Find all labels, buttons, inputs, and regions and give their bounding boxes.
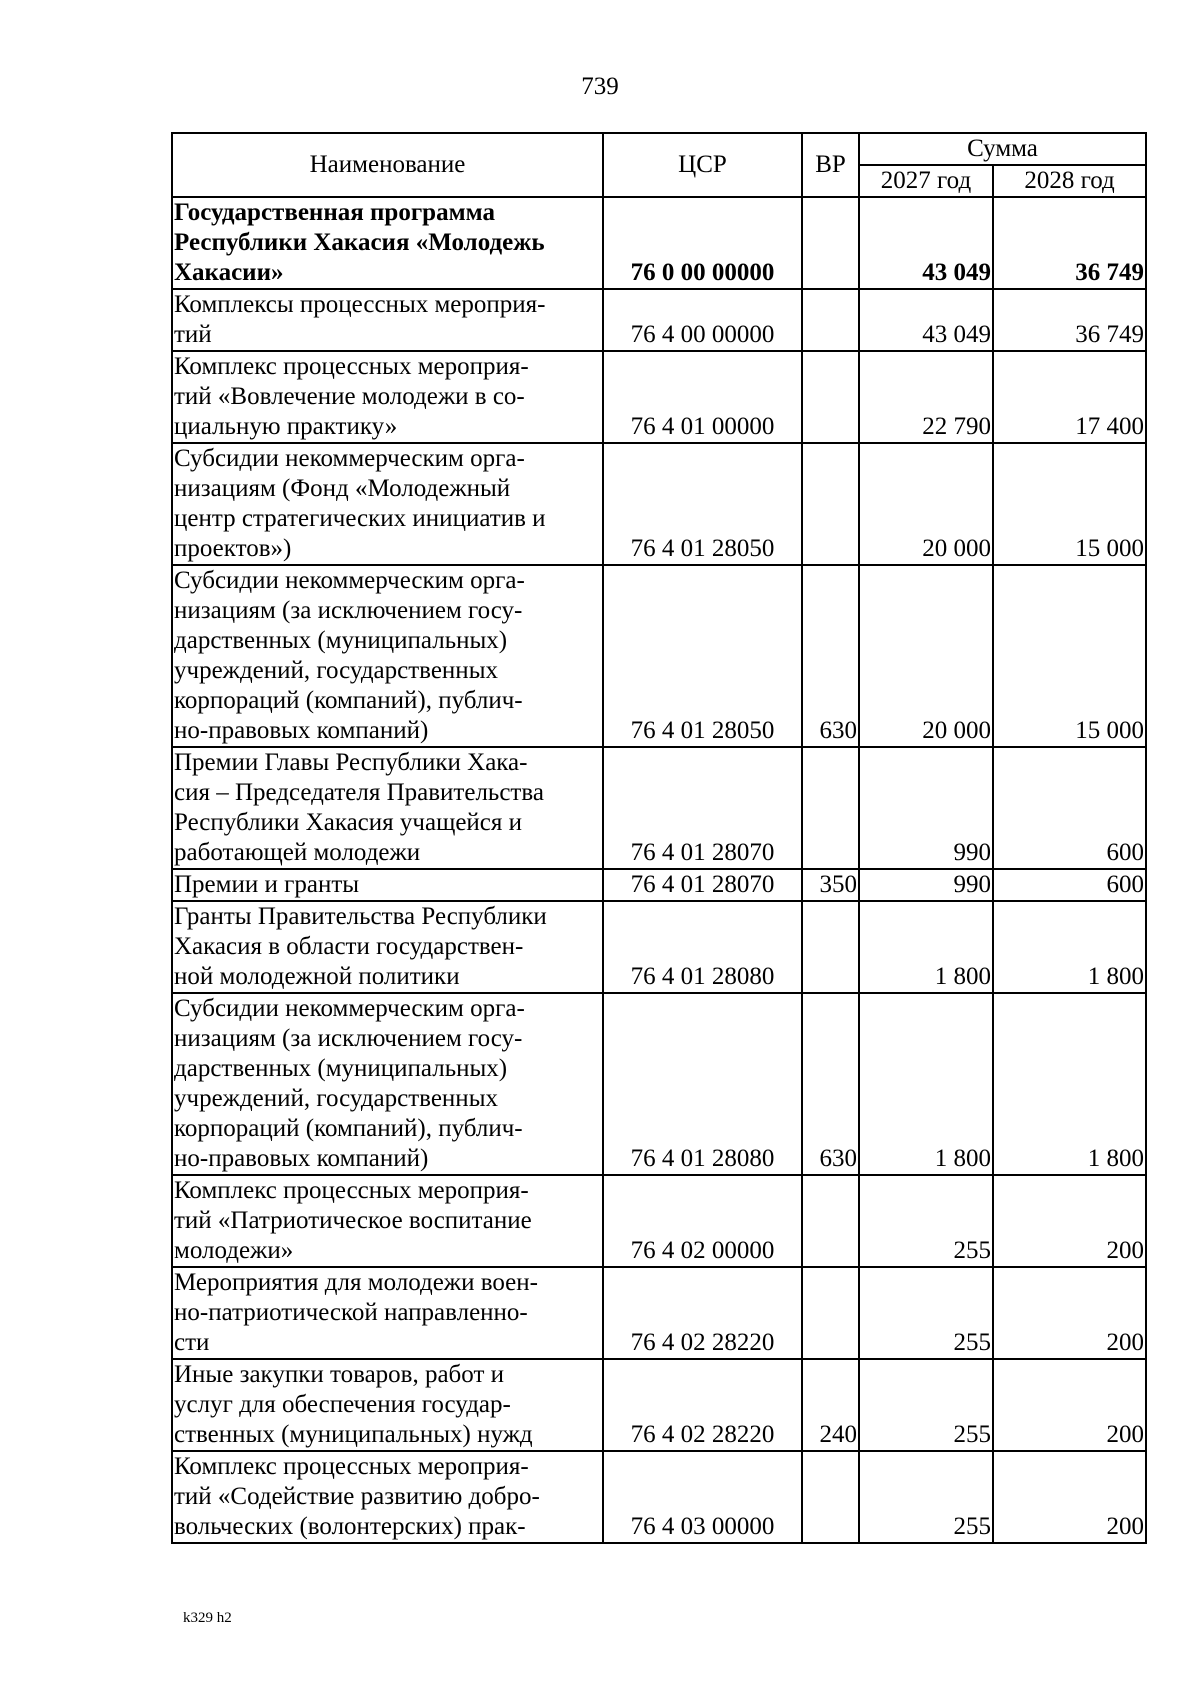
row-sum-2028: 600 [993, 869, 1146, 901]
table-row [172, 197, 1146, 289]
row-name [172, 1175, 603, 1267]
row-name-line: Мероприятия для молодежи воен- [174, 1269, 538, 1296]
row-vr [802, 443, 859, 565]
row-vr [802, 1175, 859, 1267]
header-year-2027: 2027 год [859, 165, 993, 197]
row-name-line: тий [174, 321, 212, 348]
table-body [172, 197, 1146, 1543]
row-name-line: ной молодежной политики [174, 963, 460, 990]
table-row [172, 901, 1146, 993]
table-row [172, 993, 1146, 1175]
header-sum: Сумма [859, 133, 1146, 165]
row-sum-2027: 255 [859, 1267, 993, 1359]
header-csr: ЦСР [603, 133, 802, 197]
footer-code: k329 h2 [183, 1610, 232, 1626]
row-csr: 76 4 01 28050 [603, 443, 802, 565]
row-name-line: циальную практику» [174, 413, 398, 440]
row-sum-2028: 15 000 [993, 443, 1146, 565]
row-sum-2028: 200 [993, 1451, 1146, 1543]
row-name-line: Комплексы процессных мероприя- [174, 291, 546, 318]
row-name-line: тий «Вовлечение молодежи в со- [174, 383, 525, 410]
row-vr: 630 [802, 565, 859, 747]
row-sum-2027: 20 000 [859, 443, 993, 565]
table-row [172, 443, 1146, 565]
row-vr [802, 289, 859, 351]
row-csr: 76 4 01 28070 [603, 869, 802, 901]
row-name [172, 351, 603, 443]
row-name-line: но-правовых компаний) [174, 717, 429, 744]
row-csr: 76 4 02 00000 [603, 1175, 802, 1267]
row-name-line: тий «Патриотическое воспитание [174, 1207, 532, 1234]
row-name-line: проектов») [174, 535, 292, 562]
row-name-line: сия – Председателя Правительства [174, 779, 544, 806]
row-name-line: вольческих (волонтерских) прак- [174, 1513, 526, 1540]
row-name [172, 993, 603, 1175]
row-name [172, 1267, 603, 1359]
row-sum-2028: 200 [993, 1267, 1146, 1359]
row-name-line: учреждений, государственных [174, 657, 498, 684]
row-name-line: услуг для обеспечения государ- [174, 1391, 511, 1418]
row-csr: 76 4 01 28080 [603, 901, 802, 993]
row-sum-2027: 255 [859, 1359, 993, 1451]
row-vr [802, 747, 859, 869]
row-name-line: Иные закупки товаров, работ и [174, 1361, 505, 1388]
row-name-line: Республики Хакасия учащейся и [174, 809, 523, 836]
row-vr [802, 1451, 859, 1543]
row-sum-2027: 20 000 [859, 565, 993, 747]
row-sum-2028: 1 800 [993, 993, 1146, 1175]
row-vr [802, 901, 859, 993]
row-csr: 76 4 01 28070 [603, 747, 802, 869]
row-name-line: учреждений, государственных [174, 1085, 498, 1112]
table-row [172, 747, 1146, 869]
row-name-line: низациям (за исключением госу- [174, 1025, 523, 1052]
row-name-line: сти [174, 1329, 210, 1356]
row-csr: 76 4 01 28050 [603, 565, 802, 747]
page-number: 739 [581, 73, 619, 100]
row-sum-2027: 43 049 [859, 197, 993, 289]
row-name [172, 443, 603, 565]
row-name [172, 747, 603, 869]
row-name-line: работающей молодежи [174, 839, 421, 866]
row-vr [802, 351, 859, 443]
row-sum-2027: 990 [859, 869, 993, 901]
row-csr: 76 4 01 00000 [603, 351, 802, 443]
table-row [172, 351, 1146, 443]
row-name [172, 289, 603, 351]
table-header [172, 133, 1146, 197]
table-row [172, 1451, 1146, 1543]
row-vr: 350 [802, 869, 859, 901]
row-csr: 76 4 00 00000 [603, 289, 802, 351]
row-vr: 240 [802, 1359, 859, 1451]
row-name-line: Субсидии некоммерческим орга- [174, 445, 525, 472]
row-name-line: Республики Хакасия «Молодежь [174, 229, 545, 256]
row-vr [802, 197, 859, 289]
row-name-line: но-правовых компаний) [174, 1145, 429, 1172]
row-vr [802, 1267, 859, 1359]
row-name-line: Комплекс процессных мероприя- [174, 353, 529, 380]
row-sum-2028: 17 400 [993, 351, 1146, 443]
table-row [172, 289, 1146, 351]
row-sum-2028: 600 [993, 747, 1146, 869]
row-sum-2027: 22 790 [859, 351, 993, 443]
row-name-line: Гранты Правительства Республики [174, 903, 547, 930]
header-year-2028: 2028 год [993, 165, 1146, 197]
row-name-line: корпораций (компаний), публич- [174, 687, 523, 714]
table-row [172, 1175, 1146, 1267]
row-name-line: тий «Содействие развитию добро- [174, 1483, 540, 1510]
row-sum-2027: 255 [859, 1451, 993, 1543]
row-name [172, 565, 603, 747]
row-name-line: Хакасия в области государствен- [174, 933, 524, 960]
row-csr: 76 4 03 00000 [603, 1451, 802, 1543]
row-name-line: Премии Главы Республики Хака- [174, 749, 528, 776]
row-csr: 76 4 02 28220 [603, 1359, 802, 1451]
row-name-line: Премии и гранты [174, 871, 360, 898]
row-sum-2027: 1 800 [859, 901, 993, 993]
table-row [172, 869, 1146, 901]
header-vr: ВР [802, 133, 859, 197]
row-name [172, 901, 603, 993]
row-name-line: Субсидии некоммерческим орга- [174, 567, 525, 594]
row-sum-2027: 990 [859, 747, 993, 869]
row-name [172, 197, 603, 289]
row-name-line: центр стратегических инициатив и [174, 505, 546, 532]
row-name-line: молодежи» [174, 1237, 294, 1264]
row-csr: 76 4 01 28080 [603, 993, 802, 1175]
row-name-line: но-патриотической направленно- [174, 1299, 528, 1326]
row-name-line: Комплекс процессных мероприя- [174, 1177, 529, 1204]
row-name-line: дарственных (муниципальных) [174, 1055, 508, 1082]
table-row [172, 1359, 1146, 1451]
row-sum-2028: 15 000 [993, 565, 1146, 747]
row-sum-2028: 200 [993, 1175, 1146, 1267]
row-name-line: низациям (Фонд «Молодежный [174, 475, 511, 502]
row-sum-2028: 36 749 [993, 289, 1146, 351]
row-csr: 76 0 00 00000 [603, 197, 802, 289]
row-name-line: Государственная программа [174, 199, 495, 226]
row-csr: 76 4 02 28220 [603, 1267, 802, 1359]
row-name-line: ственных (муниципальных) нужд [174, 1421, 533, 1448]
row-name-line: Хакасии» [174, 259, 284, 286]
table-row [172, 565, 1146, 747]
row-sum-2028: 36 749 [993, 197, 1146, 289]
row-name-line: низациям (за исключением госу- [174, 597, 523, 624]
row-sum-2027: 43 049 [859, 289, 993, 351]
row-sum-2028: 200 [993, 1359, 1146, 1451]
row-name-line: Комплекс процессных мероприя- [174, 1453, 529, 1480]
row-name [172, 1359, 603, 1451]
row-name-line: дарственных (муниципальных) [174, 627, 508, 654]
row-name-line: Субсидии некоммерческим орга- [174, 995, 525, 1022]
row-name-line: корпораций (компаний), публич- [174, 1115, 523, 1142]
row-sum-2027: 1 800 [859, 993, 993, 1175]
row-name [172, 1451, 603, 1543]
header-name: Наименование [172, 133, 603, 197]
row-name [172, 869, 603, 901]
row-sum-2027: 255 [859, 1175, 993, 1267]
row-sum-2028: 1 800 [993, 901, 1146, 993]
table-row [172, 1267, 1146, 1359]
row-vr: 630 [802, 993, 859, 1175]
budget-table [171, 132, 1147, 1544]
